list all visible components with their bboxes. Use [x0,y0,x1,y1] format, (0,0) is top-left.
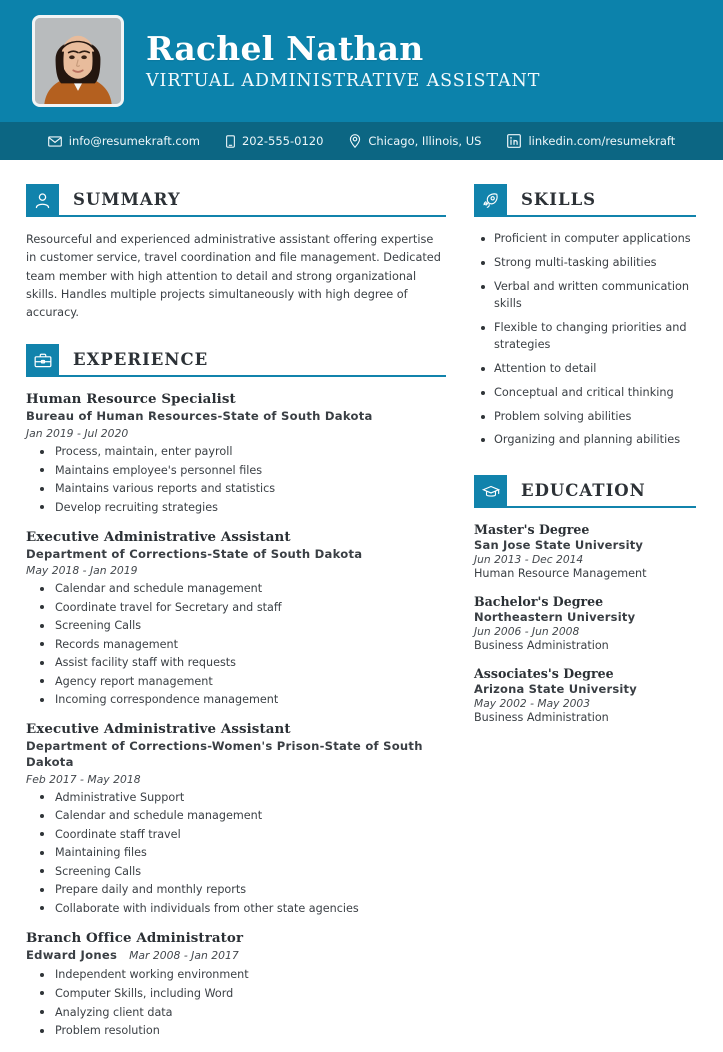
education-entry [474,666,696,724]
education-degree: Bachelor's Degree [474,594,604,610]
skills-list [474,231,696,449]
resume-header [0,0,723,122]
list-item: Agency report management [53,673,446,690]
education-field: Business Administration [474,711,609,725]
section-header-summary [26,184,446,217]
list-item: Organizing and planning abilities [494,432,696,449]
page-title: Rachel Nathan [146,28,424,68]
experience-organization: Bureau of Human Resources-State of South Dakota [26,409,373,424]
education-entry [474,522,696,580]
list-item: Attention to detail [494,361,696,378]
list-item: Computer Skills, including Word [53,985,446,1002]
section-header-education [474,475,696,508]
list-item: Assist facility staff with requests [53,654,446,671]
list-item: Problem solving abilities [494,409,696,426]
list-item: Proficient in computer applications [494,231,696,248]
resume-body [0,162,723,1052]
right-column [474,184,696,1052]
list-item: Incoming correspondence management [53,691,446,708]
contact-email[interactable] [48,134,200,148]
list-item: Calendar and schedule management [53,807,446,824]
education-school: Northeastern University [474,610,636,625]
contact-linkedin-label: linkedin.com/resumekraft [528,134,676,148]
experience-bullets [26,966,446,1039]
list-item: Administrative Support [53,789,446,806]
education-field: Business Administration [474,639,609,653]
experience-role: Executive Administrative Assistant [26,528,291,545]
section-header-experience [26,344,446,377]
experience-bullets [26,443,446,516]
person-icon [26,184,59,217]
experience-organization: Department of Corrections-Women's Prison-State of South Dakota [26,739,423,770]
briefcase-icon [26,344,59,377]
contact-location-label: Chicago, Illinois, US [368,134,482,148]
list-item: Develop recruiting strategies [53,499,446,516]
list-item: Problem resolution [53,1022,446,1039]
experience-organization: Edward Jones [26,947,118,962]
profile-photo-icon [35,18,121,104]
experience-organization: Department of Corrections-State of South Dakota [26,546,363,561]
section-title-summary: SUMMARY [73,190,181,209]
contact-phone-label: 202-555-0120 [241,134,324,148]
job-title: VIRTUAL ADMINISTRATIVE ASSISTANT [146,70,541,91]
list-item: Independent working environment [53,966,446,983]
list-item: Coordinate travel for Secretary and staff [53,599,446,616]
list-item: Coordinate staff travel [53,826,446,843]
education-dates: Jun 2006 - Jun 2008 [474,625,580,639]
contact-linkedin[interactable] [507,134,675,148]
contact-bar [0,122,723,162]
experience-dates: Mar 2008 - Jan 2017 [129,948,239,962]
avatar [32,15,124,107]
contact-email-label: info@resumekraft.com [68,134,200,148]
list-item: Analyzing client data [53,1004,446,1021]
education-entry [474,594,696,652]
section-title-education: EDUCATION [521,481,646,501]
experience-entry [26,529,446,709]
list-item: Screening Calls [53,617,446,634]
list-item: Screening Calls [53,863,446,880]
list-item: Strong multi-tasking abilities [494,255,696,272]
contact-phone[interactable] [226,134,323,148]
experience-role: Branch Office Administrator [26,929,244,946]
education-degree: Associates's Degree [474,666,614,682]
experience-entry [26,930,446,1039]
experience-role: Executive Administrative Assistant [26,721,291,738]
graduation-cap-icon [474,475,507,508]
experience-bullets [26,580,446,708]
list-item: Verbal and written communication skills [494,279,696,313]
list-item: Maintains employee's personnel files [53,462,446,479]
envelope-icon [48,136,62,147]
section-header-skills [474,184,696,217]
experience-dates: Jan 2019 - Jul 2020 [26,427,129,441]
section-title-skills: SKILLS [521,190,597,209]
linkedin-icon [507,134,521,148]
list-item: Collaborate with individuals from other state agencies [53,900,446,917]
rocket-icon [474,184,507,217]
phone-icon [226,135,235,148]
contact-location[interactable] [349,134,481,148]
experience-bullets [26,789,446,917]
list-item: Records management [53,636,446,653]
experience-role: Human Resource Specialist [26,391,236,408]
location-pin-icon [349,134,361,148]
list-item: Process, maintain, enter payroll [53,443,446,460]
education-degree: Master's Degree [474,522,590,538]
education-school: Arizona State University [474,682,637,697]
experience-entry [26,721,446,916]
list-item: Prepare daily and monthly reports [53,881,446,898]
list-item: Maintains various reports and statistics [53,480,446,497]
section-title-experience: EXPERIENCE [73,350,209,370]
education-field: Human Resource Management [474,567,647,581]
list-item: Maintaining files [53,844,446,861]
education-dates: May 2002 - May 2003 [474,697,591,711]
list-item: Calendar and schedule management [53,580,446,597]
education-dates: Jun 2013 - Dec 2014 [474,553,584,567]
left-column [26,184,446,1052]
summary-text: Resourceful and experienced administrative assistant offering expertise in customer service, travel coordination and file management. Dedicated team member with high attention to detail and strong organizational skills. Handles multiple projects simultaneously with high degree of accuracy. [26,233,441,320]
education-school: San Jose State University [474,538,644,553]
list-item: Conceptual and critical thinking [494,385,696,402]
experience-dates: May 2018 - Jan 2019 [26,564,138,578]
experience-dates: Feb 2017 - May 2018 [26,772,141,786]
list-item: Flexible to changing priorities and strategies [494,320,696,354]
experience-entry [26,391,446,515]
